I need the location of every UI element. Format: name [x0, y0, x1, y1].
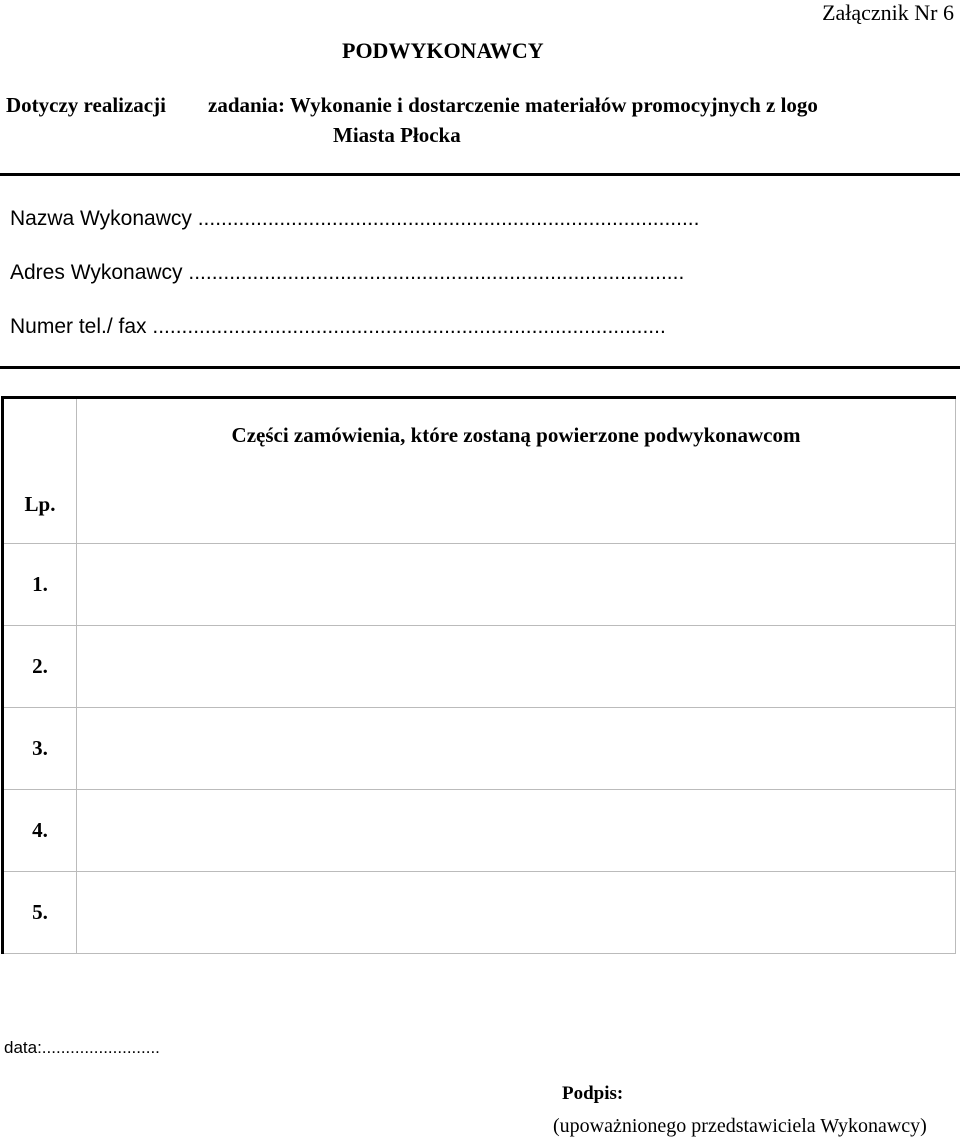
document-title: PODWYKONAWCY: [342, 38, 544, 63]
table-row: [3, 708, 956, 790]
contractor-address-field: Adres Wykonawcy .....................................................................................: [10, 261, 685, 284]
subject-text-continuation: Miasta Płocka: [333, 123, 461, 147]
table-header-row: [3, 398, 956, 544]
row-number: 5.: [3, 872, 77, 954]
signature-label: Podpis:: [562, 1083, 624, 1104]
table-row: [3, 872, 956, 954]
column-header-description: Części zamówienia, które zostaną powierzone podwykonawcom: [77, 398, 956, 544]
row-description-cell: [77, 544, 956, 626]
table-row: [3, 544, 956, 626]
divider-top: [0, 173, 960, 176]
table-row: [3, 626, 956, 708]
row-description-cell: [77, 708, 956, 790]
signature-note: (upoważnionego przedstawiciela Wykonawcy): [553, 1115, 927, 1137]
divider-middle: [0, 366, 960, 369]
row-number: 4.: [3, 790, 77, 872]
annex-number: Załącznik Nr 6: [822, 0, 954, 25]
row-description-cell: [77, 790, 956, 872]
row-number: 3.: [3, 708, 77, 790]
subject-text: zadania: Wykonanie i dostarczenie materiałów promocyjnych z logo: [208, 93, 818, 117]
subject-label: Dotyczy realizacji: [6, 93, 166, 117]
contractor-name-field: Nazwa Wykonawcy ......................................................................................: [10, 207, 700, 230]
subcontract-table: [1, 396, 956, 954]
row-description-cell: [77, 872, 956, 954]
date-field: data:.........................: [4, 1038, 160, 1057]
row-number: 2.: [3, 626, 77, 708]
column-header-lp: Lp.: [3, 398, 77, 544]
contractor-phone-field: Numer tel./ fax ........................................................................................: [10, 315, 666, 338]
table-row: [3, 790, 956, 872]
row-description-cell: [77, 626, 956, 708]
row-number: 1.: [3, 544, 77, 626]
